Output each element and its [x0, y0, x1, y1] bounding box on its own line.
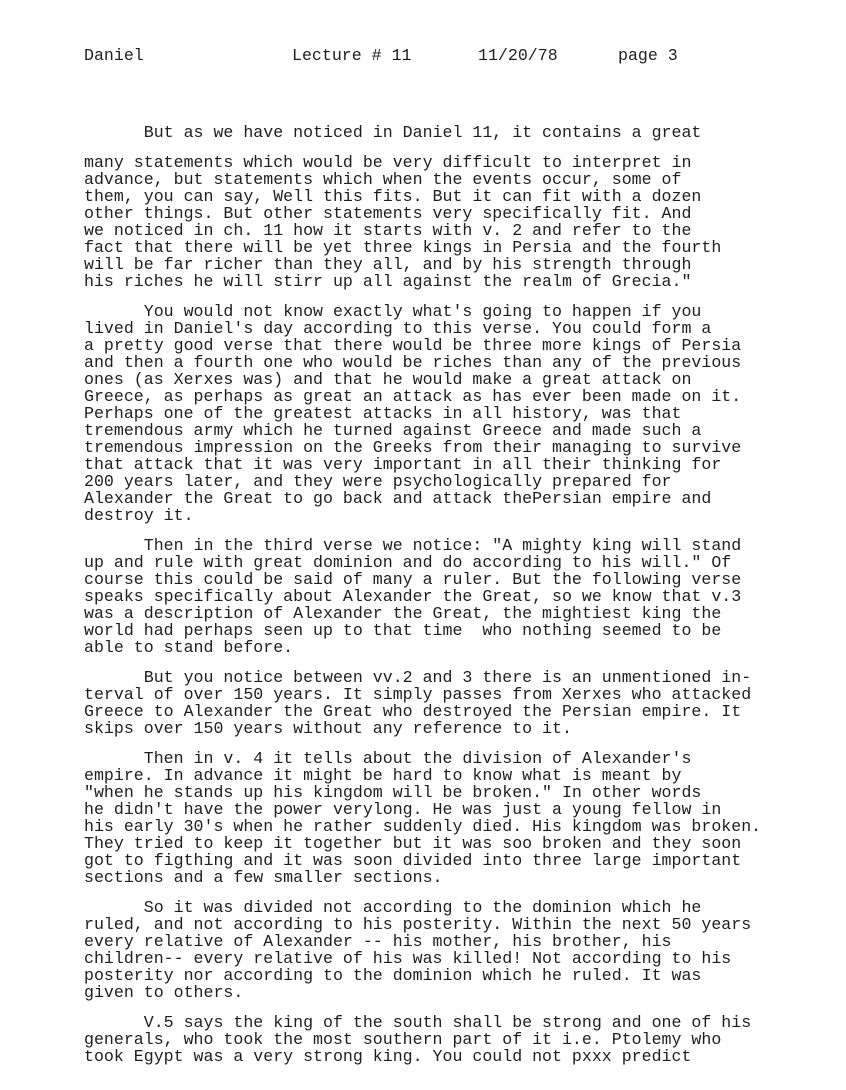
text-line: that attack that it was very important in all their thinking for	[84, 455, 722, 474]
text-line: got to figthing and it was soon divided into three large important	[84, 851, 742, 870]
text-line: So it was divided not according to the dominion which he	[84, 898, 702, 917]
text-line: destroy it.	[84, 506, 194, 525]
text-line: V.5 says the king of the south shall be strong and one of his	[84, 1013, 752, 1032]
text-line: Greece, as perhaps as great an attack as has ever been made on it.	[84, 387, 742, 406]
text-line: But as we have noticed in Daniel 11, it contains a great	[84, 123, 702, 142]
paragraph	[84, 124, 761, 141]
header-title: Daniel	[84, 46, 144, 65]
header-page: page 3	[618, 46, 678, 65]
paragraph	[84, 1014, 761, 1065]
text-line: But you notice between vv.2 and 3 there is an unmentioned in-	[84, 668, 752, 687]
text-line: tremendous impression on the Greeks from their managing to survive	[84, 438, 742, 457]
text-line: able to stand before.	[84, 638, 294, 657]
text-line: terval of over 150 years. It simply passes from Xerxes who attacked	[84, 685, 752, 704]
text-line: skips over 150 years without any reference to it.	[84, 719, 572, 738]
text-line: empire. In advance it might be hard to know what is meant by	[84, 766, 682, 785]
text-line: fact that there will be yet three kings in Persia and the fourth	[84, 238, 722, 257]
text-line: them, you can say, Well this fits. But it can fit with a dozen	[84, 187, 702, 206]
text-line: took Egypt was a very strong king. You could not pxxx predict	[84, 1047, 692, 1066]
paragraph	[84, 899, 761, 1001]
text-line: advance, but statements which when the events occur, some of	[84, 170, 682, 189]
text-line: posterity nor according to the dominion which he ruled. It was	[84, 966, 702, 985]
text-line: ones (as Xerxes was) and that he would make a great attack on	[84, 370, 692, 389]
text-line: You would not know exactly what's going to happen if you	[84, 302, 702, 321]
document-body	[84, 124, 761, 1078]
text-line: Then in v. 4 it tells about the division of Alexander's	[84, 749, 692, 768]
text-line: ruled, and not according to his posterity. Within the next 50 years	[84, 915, 752, 934]
text-line: world had perhaps seen up to that time who nothing seemed to be	[84, 621, 722, 640]
paragraph	[84, 669, 761, 737]
text-line: Alexander the Great to go back and attack thePersian empire and	[84, 489, 712, 508]
text-line: "when he stands up his kingdom will be broken." In other words	[84, 783, 702, 802]
paragraph	[84, 154, 761, 290]
text-line: speaks specifically about Alexander the Great, so we know that v.3	[84, 587, 742, 606]
paragraph	[84, 750, 761, 886]
text-line: and then a fourth one who would be riches than any of the previous	[84, 353, 742, 372]
text-line: up and rule with great dominion and do according to his will." Of	[84, 553, 732, 572]
text-line: Perhaps one of the greatest attacks in all history, was that	[84, 404, 682, 423]
text-line: we noticed in ch. 11 how it starts with v. 2 and refer to the	[84, 221, 692, 240]
text-line: They tried to keep it together but it was soo broken and they soon	[84, 834, 742, 853]
text-line: course this could be said of many a ruler. But the following verse	[84, 570, 742, 589]
paragraph	[84, 303, 761, 524]
paragraph	[84, 537, 761, 656]
text-line: other things. But other statements very specifically fit. And	[84, 204, 692, 223]
text-line: a pretty good verse that there would be three more kings of Persia	[84, 336, 742, 355]
text-line: his early 30's when he rather suddenly died. His kingdom was broken.	[84, 817, 762, 836]
text-line: his riches he will stirr up all against the realm of Grecia."	[84, 272, 692, 291]
text-line: given to others.	[84, 983, 244, 1002]
text-line: was a description of Alexander the Great, the mightiest king the	[84, 604, 722, 623]
text-line: lived in Daniel's day according to this verse. You could form a	[84, 319, 712, 338]
text-line: every relative of Alexander -- his mother, his brother, his	[84, 932, 672, 951]
text-line: children-- every relative of his was killed! Not according to his	[84, 949, 732, 968]
header-lecture: Lecture # 11	[292, 46, 412, 65]
header-date: 11/20/78	[478, 46, 558, 65]
text-line: many statements which would be very difficult to interpret in	[84, 153, 692, 172]
text-line: generals, who took the most southern part of it i.e. Ptolemy who	[84, 1030, 722, 1049]
text-line: he didn't have the power verylong. He was just a young fellow in	[84, 800, 722, 819]
text-line: tremendous army which he turned against Greece and made such a	[84, 421, 702, 440]
text-line: Greece to Alexander the Great who destroyed the Persian empire. It	[84, 702, 742, 721]
text-line: 200 years later, and they were psychologically prepared for	[84, 472, 672, 491]
text-line: sections and a few smaller sections.	[84, 868, 443, 887]
text-line: will be far richer than they all, and by his strength through	[84, 255, 692, 274]
text-line: Then in the third verse we notice: "A mighty king will stand	[84, 536, 742, 555]
